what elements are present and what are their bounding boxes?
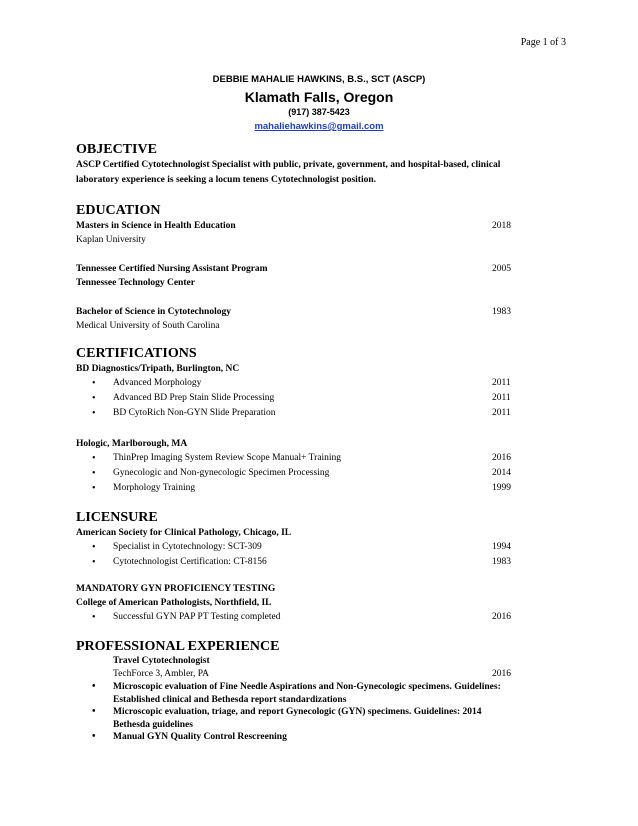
item-text: Advanced BD Prep Stain Slide Processing (113, 393, 275, 403)
item-text: Cytotechnologist Certification: CT-8156 (113, 557, 267, 567)
job-title: Travel Cytotechnologist (113, 656, 210, 666)
bullet-icon: • (92, 408, 96, 419)
candidate-name: DEBBIE MAHALIE HAWKINS, B.S., SCT (ASCP) (212, 74, 426, 85)
bullet-text: Microscopic evaluation, triage, and report Gynecologic (GYN) specimens. Guidelines: 2014 (113, 707, 482, 717)
degree-name: Masters in Science in Health Education (76, 221, 236, 231)
employer-row (76, 667, 516, 681)
candidate-phone: (917) 387-5423 (288, 107, 350, 117)
bullet-icon: • (92, 731, 96, 742)
objective-section (76, 141, 516, 188)
year: 2014 (492, 468, 511, 478)
list-item (76, 681, 516, 706)
list-item (76, 610, 516, 625)
bullet-text: Microscopic evaluation of Fine Needle Aspirations and Non-Gynecologic specimens. Guidelines: (113, 682, 501, 692)
bullet-icon: • (92, 557, 96, 568)
license-org: American Society for Clinical Pathology, Chicago, IL (76, 528, 292, 538)
degree-name: Bachelor of Science in Cytotechnology (76, 307, 231, 317)
section-title: PROFESSIONAL EXPERIENCE (76, 639, 280, 654)
year: 1983 (492, 307, 511, 317)
bullet-icon: • (92, 468, 96, 479)
year: 2018 (492, 221, 511, 231)
testing-org: College of American Pathologists, Northfield, IL (76, 598, 272, 608)
list-item (76, 706, 516, 731)
bullet-icon: • (92, 612, 96, 623)
section-title: LICENSURE (76, 510, 158, 525)
education-section (76, 202, 516, 333)
bullet-icon: • (92, 681, 96, 692)
item-text: Advanced Morphology (113, 378, 202, 388)
bullet-icon: • (92, 706, 96, 717)
bullet-icon: • (92, 453, 96, 464)
item-text: Successful GYN PAP PT Testing completed (113, 612, 281, 622)
year: 1983 (492, 557, 511, 567)
year: 2011 (492, 393, 511, 403)
item-text: ThinPrep Imaging System Review Scope Manual+ Training (113, 453, 342, 463)
bullet-text: Established clinical and Bethesda report standardizations (113, 694, 347, 705)
resume-body (76, 141, 516, 744)
education-entry (76, 262, 516, 290)
year: 2016 (492, 669, 511, 679)
school-name: Kaplan University (76, 235, 146, 245)
bullet-icon: • (92, 542, 96, 553)
list-item (76, 406, 516, 421)
bullet-icon: • (92, 378, 96, 389)
experience-section (76, 638, 516, 744)
year: 2016 (492, 612, 511, 622)
section-title: CERTIFICATIONS (76, 346, 197, 361)
year: 2016 (492, 453, 511, 463)
cert-org: BD Diagnostics/Tripath, Burlington, NC (76, 364, 240, 374)
bullet-text: Manual GYN Quality Control Rescreening (113, 732, 287, 742)
list-item (76, 451, 516, 466)
list-item (76, 466, 516, 481)
year: 1994 (492, 542, 511, 552)
objective-text-line: laboratory experience is seeking a locum tenens Cytotechnologist position. (76, 175, 377, 185)
item-text: Gynecologic and Non-gynecologic Specimen Processing (113, 468, 330, 478)
list-item (76, 555, 516, 570)
cert-org: Hologic, Marlborough, MA (76, 439, 188, 449)
section-title: OBJECTIVE (76, 142, 157, 157)
item-text: Morphology Training (113, 483, 196, 493)
bullet-icon: • (92, 393, 96, 404)
year: 2011 (492, 378, 511, 388)
item-text: Specialist in Cytotechnology: SCT-309 (113, 542, 262, 552)
employer: TechForce 3, Ambler, PA (113, 669, 209, 679)
licensure-section (76, 509, 516, 625)
testing-title: MANDATORY GYN PROFICIENCY TESTING (76, 584, 276, 594)
list-item (76, 481, 516, 496)
bullet-icon: • (92, 483, 96, 494)
section-title: EDUCATION (76, 203, 161, 218)
candidate-email-link[interactable]: mahaliehawkins@gmail.com (254, 121, 384, 132)
degree-name: Tennessee Certified Nursing Assistant Program (76, 264, 268, 274)
list-item (76, 376, 516, 391)
objective-text-line: ASCP Certified Cytotechnologist Specialist with public, private, government, and hospital-based, clinical (76, 160, 501, 170)
year: 2011 (492, 408, 511, 418)
school-name: Medical University of South Carolina (76, 321, 220, 331)
education-entry (76, 305, 516, 333)
year: 1999 (492, 483, 511, 493)
list-item (76, 731, 516, 744)
candidate-location: Klamath Falls, Oregon (244, 89, 394, 105)
education-entry (76, 219, 516, 247)
item-text: BD CytoRich Non-GYN Slide Preparation (113, 408, 276, 418)
certifications-section (76, 345, 516, 496)
school-name: Tennessee Technology Center (76, 278, 195, 288)
bullet-text: Bethesda guidelines (113, 719, 193, 730)
list-item (76, 540, 516, 555)
page-number: Page 1 of 3 (520, 37, 566, 48)
list-item (76, 391, 516, 406)
year: 2005 (492, 264, 511, 274)
